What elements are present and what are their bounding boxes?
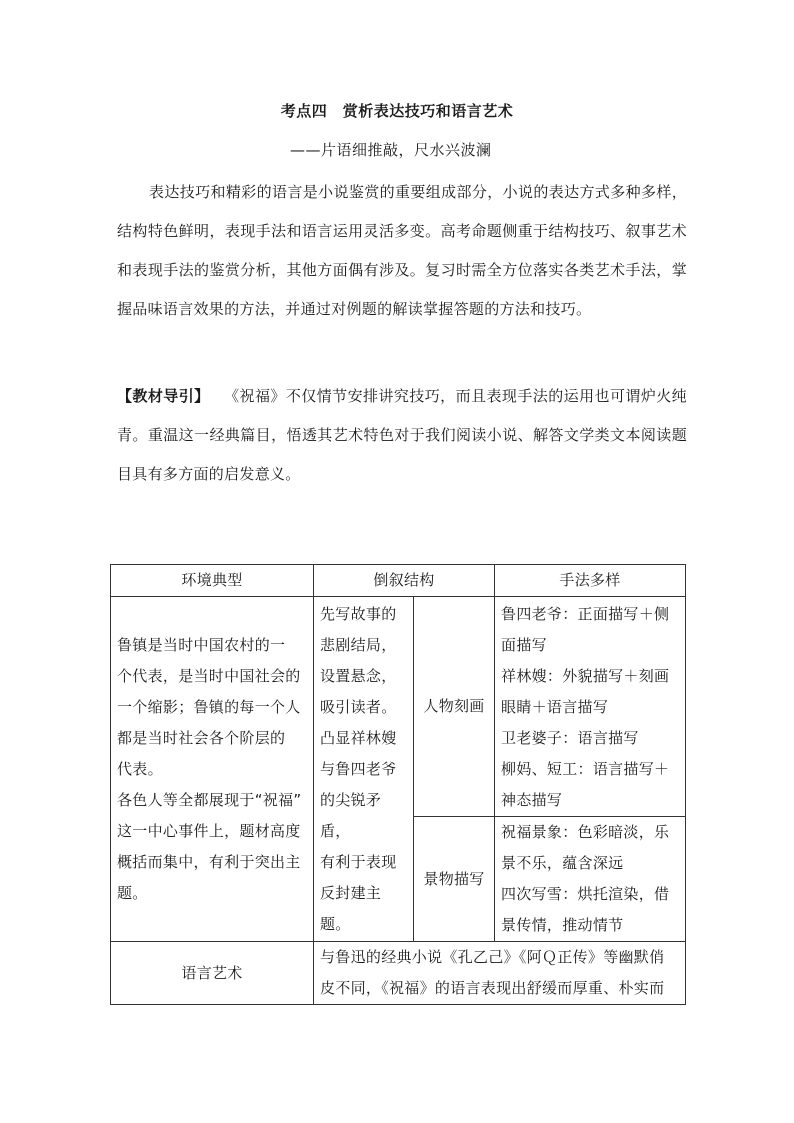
environment-cell (111, 597, 314, 942)
structure-line: 吸引读者。 (320, 697, 397, 716)
character-line: 柳妈、短工：语言描写＋ (501, 760, 670, 778)
header-structure: 倒叙结构 (314, 565, 495, 597)
character-cell (495, 597, 686, 817)
environment-line: 题。 (117, 883, 148, 902)
character-line: 卫老婆子：语言描写 (501, 729, 639, 747)
header-techniques: 手法多样 (495, 565, 686, 597)
table-row (111, 597, 686, 817)
structure-line: 凸显祥林嫂 (320, 728, 397, 747)
character-label: 人物刻画 (414, 597, 495, 817)
environment-line: 各色人等全都展现于“祝福” (117, 790, 302, 809)
guide-tag: 【教材导引】 (117, 387, 210, 405)
character-line: 面描写 (501, 636, 547, 654)
structure-cell (314, 597, 414, 942)
structure-line: 先写故事的 (320, 604, 397, 623)
environment-line: 个代表，是当时中国社会的 (117, 666, 301, 685)
section-subtitle: ——片语细推敲，尺水兴波澜 (290, 141, 492, 159)
guide-text: 《祝福》不仅情节安排讲究技巧，而且表现手法的运用也可谓炉火纯青。重温这一经典篇目，悟透其艺术特色对于我们阅读小说、解答文学类文本阅读题目具有多方面的启发意义。 (117, 387, 687, 483)
structure-line: 反封建主题。 (320, 883, 382, 933)
character-line: 鲁四老爷：正面描写＋侧 (501, 605, 670, 623)
structure-line: 设置悬念， (320, 666, 397, 685)
environment-line: 鲁镇是当时中国农村的一 (117, 635, 286, 654)
environment-line: 一个缩影；鲁镇的每一个人 (117, 697, 301, 716)
scenery-label: 景物描写 (414, 817, 495, 942)
intro-paragraph (117, 173, 687, 329)
language-label: 语言艺术 (111, 942, 314, 1005)
environment-line: 代表。 (117, 759, 163, 778)
table-row (111, 942, 686, 1005)
structure-line: 的尖锐矛盾， (320, 790, 382, 840)
scenery-line: 景传情，推动情节 (501, 916, 624, 934)
analysis-table (110, 564, 686, 1005)
character-line: 神态描写 (501, 791, 563, 809)
scenery-cell (495, 817, 686, 942)
character-line: 眼睛＋语言描写 (501, 698, 609, 716)
environment-line: 都是当时社会各个阶层的 (117, 728, 286, 747)
character-line: 祥林嫂：外貌描写＋刻画 (501, 667, 670, 685)
scenery-line: 祝福景象：色彩暗淡，乐 (501, 823, 670, 841)
language-cell (314, 942, 686, 1005)
environment-line: 概括而集中，有利于突出主 (117, 852, 301, 871)
scenery-line: 景不乐，蕴含深远 (501, 854, 624, 872)
table-header-row (111, 565, 686, 597)
section-title: 考点四 赏析表达技巧和语言艺术 (280, 102, 514, 120)
structure-line: 悲剧结局， (320, 635, 397, 654)
structure-line: 有利于表现 (320, 852, 397, 871)
structure-line: 与鲁四老爷 (320, 759, 397, 778)
scenery-line: 四次写雪：烘托渲染，借 (501, 885, 670, 903)
header-environment: 环境典型 (111, 565, 314, 597)
guide-paragraph (117, 377, 687, 494)
language-line: 与鲁迅的经典小说《孔乙己》《阿Ｑ正传》等幽默俏 (320, 948, 665, 966)
intro-text: 表达技巧和精彩的语言是小说鉴赏的重要组成部分，小说的表达方式多种多样，结构特色鲜明，表现手法和语言运用灵活多变。高考命题侧重于结构技巧、叙事艺术和表现手法的鉴赏分析，其他方面偶有涉及。复习时需全方位落实各类艺术手法，掌握品味语言效果的方法，并通过对例题的解读掌握答题的方法和技巧。 (117, 183, 687, 318)
environment-line: 这一中心事件上，题材高度 (117, 821, 301, 840)
language-line: 皮不同，《祝福》的语言表现出舒缓而厚重、朴实而 (320, 979, 665, 997)
